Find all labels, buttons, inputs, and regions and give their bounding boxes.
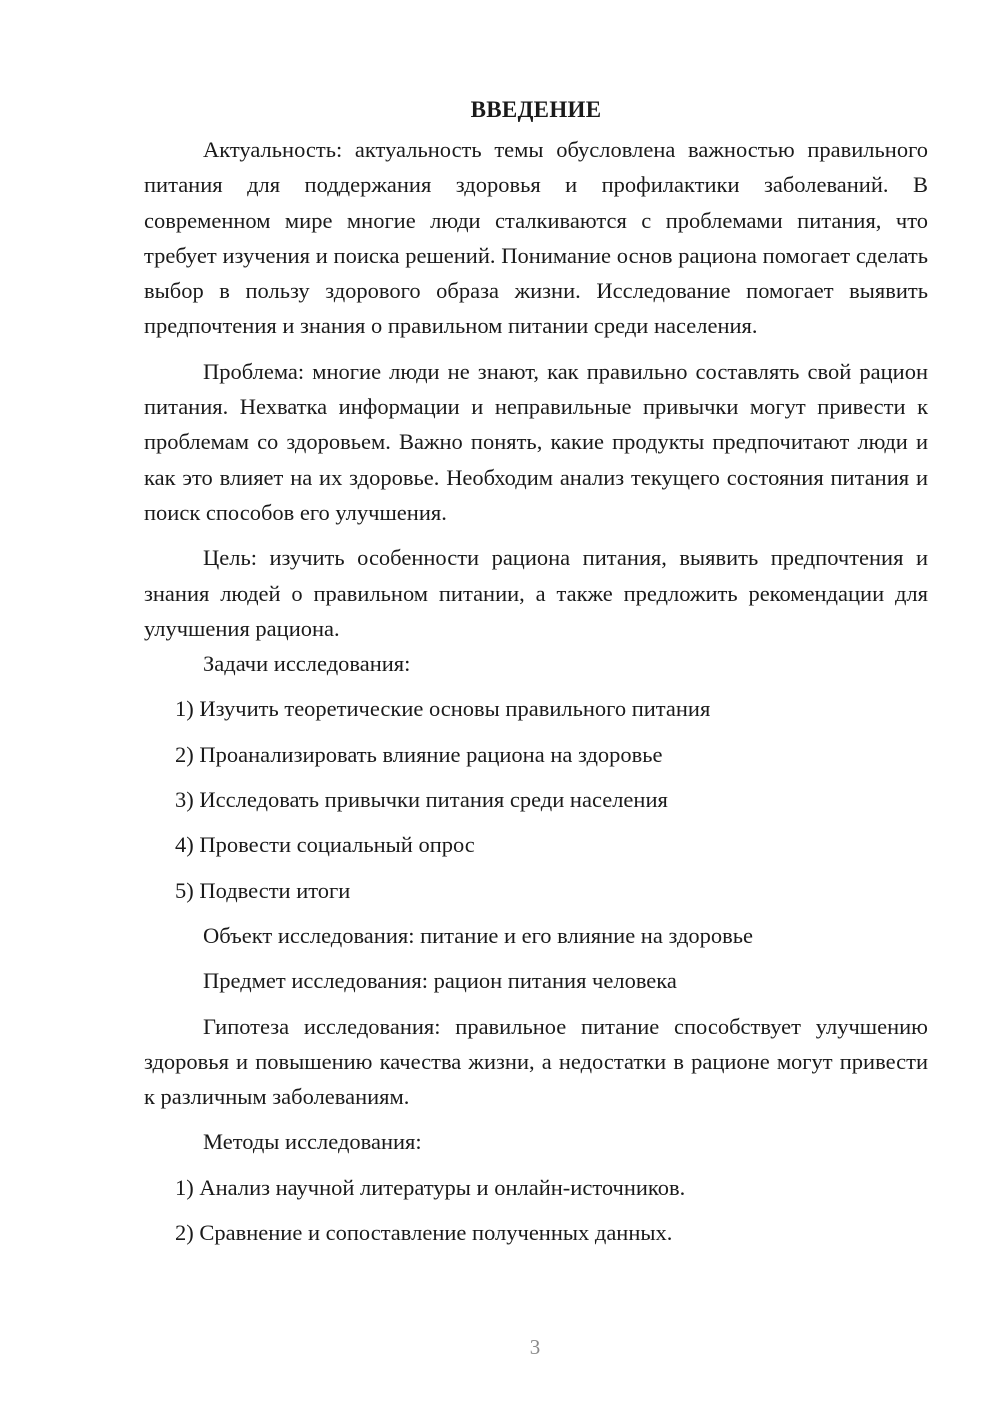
task-item: 5) Подвести итоги xyxy=(175,877,351,903)
page-number: 3 xyxy=(529,1335,541,1359)
tasks-title: Задачи исследования: xyxy=(203,651,411,677)
problem-paragraph: Проблема: многие люди не знают, как правильно составлять свой рацион питания. Нехватка информации и неправильные привычки могут привести к проблемам со здоровьем. Важно понять, какие продукты предпочитают люди и как это влияет на их здоровье. Необходим анализ текущего состояния питания и поиск способов его улучшения. xyxy=(144,358,928,525)
section-heading: ВВЕДЕНИЕ xyxy=(470,97,602,122)
task-item: 4) Провести социальный опрос xyxy=(175,832,475,858)
goal-paragraph: Цель: изучить особенности рациона питания, выявить предпочтения и знания людей о правильном питании, а также предложить рекомендации для улучшения рациона. xyxy=(144,545,928,641)
subject-line: Предмет исследования: рацион питания человека xyxy=(203,968,677,994)
object-line: Объект исследования: питание и его влияние на здоровье xyxy=(203,922,754,948)
document-page xyxy=(144,92,928,1250)
task-item: 3) Исследовать привычки питания среди населения xyxy=(175,787,668,813)
relevance-paragraph: Актуальность: актуальность темы обусловлена важностью правильного питания для поддержания здоровья и профилактики заболеваний. В современном мире многие люди сталкиваются с проблемами питания, что требует изучения и поиска решений. Понимание основ рациона помогает сделать выбор в пользу здорового образа жизни. Исследование помогает выявить предпочтения и знания о правильном питании среди населения. xyxy=(144,137,928,339)
methods-list xyxy=(144,1170,928,1251)
tasks-list xyxy=(144,691,928,907)
task-item: 1) Изучить теоретические основы правильного питания xyxy=(175,696,711,722)
method-item: 1) Анализ научной литературы и онлайн-источников. xyxy=(175,1174,686,1200)
task-item: 2) Проанализировать влияние рациона на здоровье xyxy=(175,741,663,767)
method-item: 2) Сравнение и сопоставление полученных данных. xyxy=(175,1220,673,1246)
hypothesis-paragraph: Гипотеза исследования: правильное питание способствует улучшению здоровья и повышению качества жизни, а недостатки в рационе могут привести к различным заболеваниям. xyxy=(144,1013,928,1110)
methods-title: Методы исследования: xyxy=(203,1129,422,1155)
